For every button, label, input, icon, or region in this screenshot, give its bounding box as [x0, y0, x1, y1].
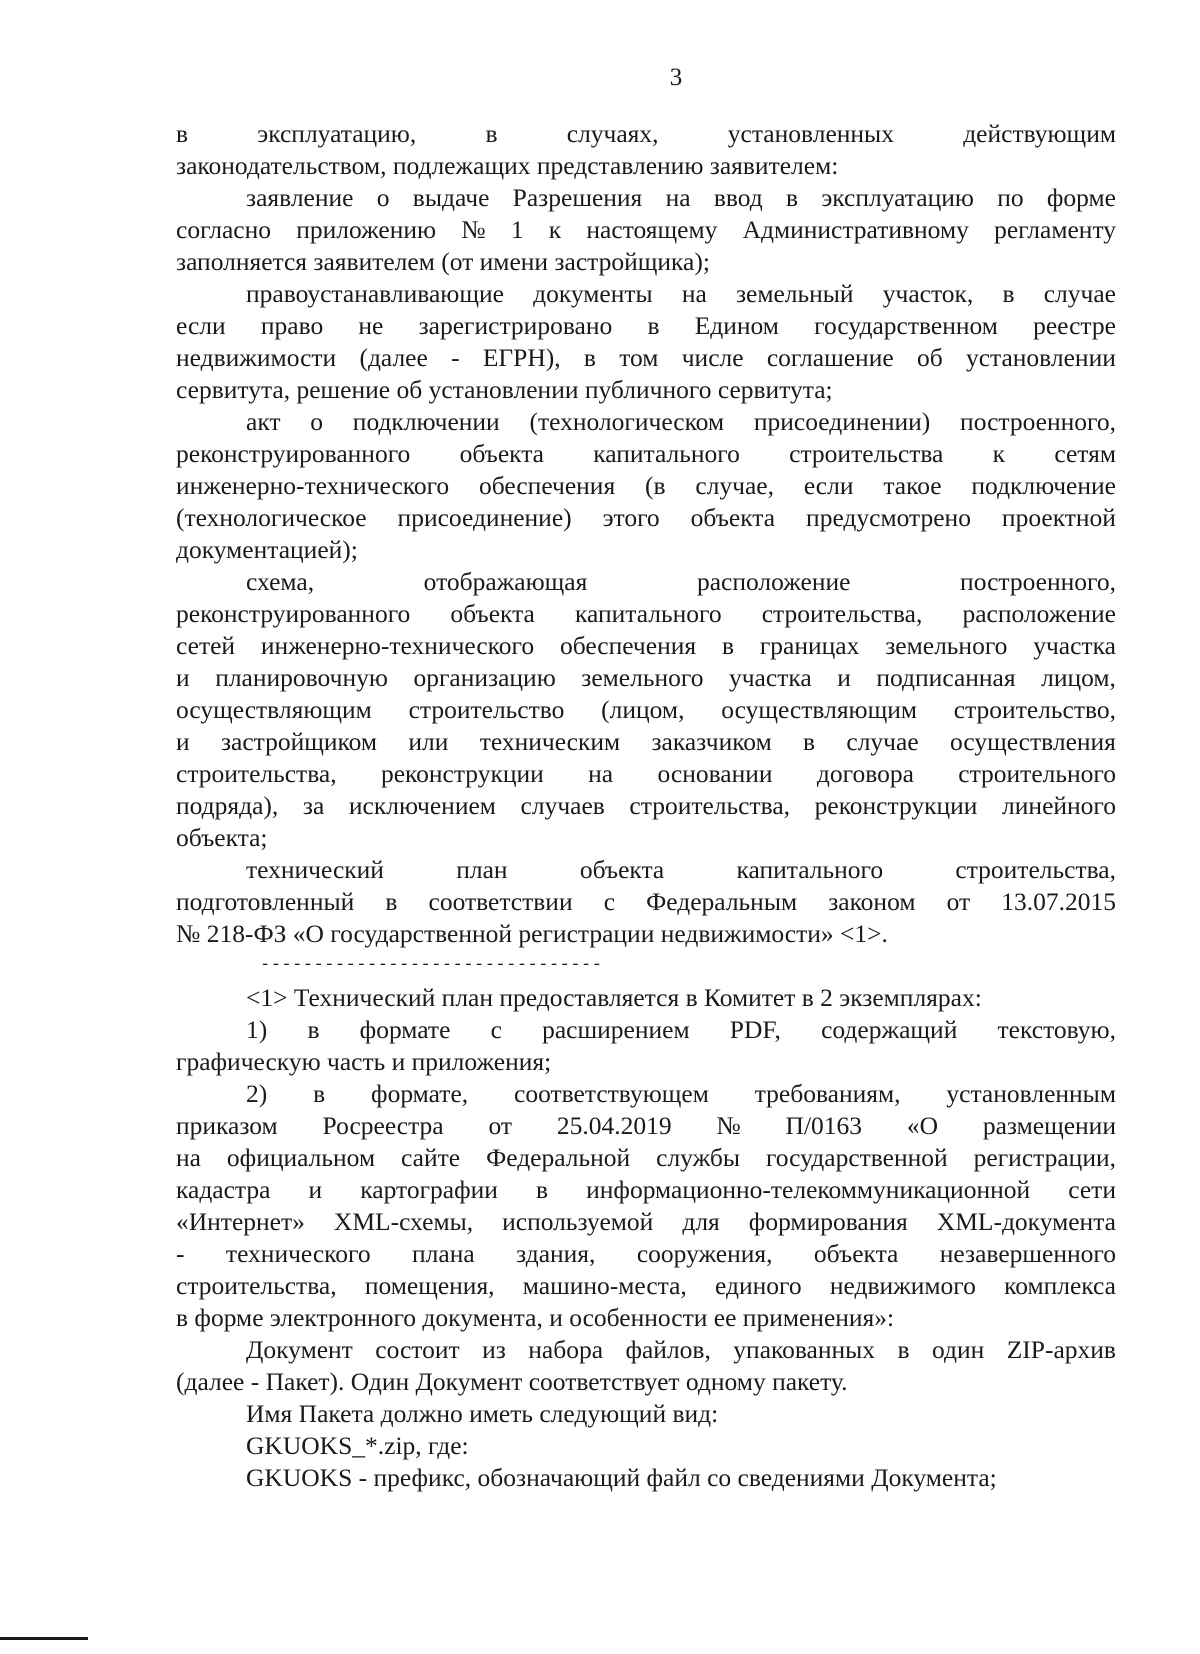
word: 13.07.2015 [1001, 887, 1116, 916]
word: формате [359, 1015, 451, 1044]
word: один [931, 1335, 985, 1364]
word: в [485, 119, 498, 148]
word: застройщиком [220, 727, 378, 756]
word: используемой [502, 1207, 654, 1236]
text-line [176, 790, 1116, 822]
word: проектной [1001, 503, 1116, 532]
word: с [490, 1015, 502, 1044]
word: комплекса [1004, 1271, 1116, 1300]
word: и [176, 727, 190, 756]
word: эксплуатацию, [257, 119, 417, 148]
word: отображающая [423, 567, 588, 596]
word: строительство, [953, 695, 1116, 724]
word: форме [1046, 183, 1116, 212]
word: в [1002, 279, 1015, 308]
word: подряда), [176, 791, 279, 820]
word: Едином [694, 311, 779, 340]
text-line [176, 1110, 1116, 1142]
word: капитального [736, 855, 884, 884]
word: линейного [1002, 791, 1116, 820]
word: планировочную [215, 663, 388, 692]
word: 1 [510, 215, 524, 244]
word: здания, [516, 1239, 596, 1268]
text-line: Имя Пакета должно иметь следующий вид: [246, 1399, 719, 1428]
word: участок, [882, 279, 974, 308]
word: расширением [542, 1015, 690, 1044]
word: на [176, 1143, 201, 1172]
text-line [176, 118, 1116, 150]
word: сайте [401, 1143, 461, 1172]
text-line [176, 1014, 1116, 1046]
word: капитального [593, 439, 740, 468]
word: технического [225, 1239, 371, 1268]
word: формате, [371, 1079, 469, 1108]
word: основании [657, 759, 773, 788]
word: установленных [727, 119, 894, 148]
word: недвижимого [829, 1271, 976, 1300]
word: ввод [713, 183, 763, 212]
word: в [313, 1079, 326, 1108]
word: план [456, 855, 508, 884]
word: текстовую, [997, 1015, 1116, 1044]
text-line [176, 438, 1116, 470]
word: подготовленный [176, 887, 355, 916]
word: объекта [450, 599, 535, 628]
word: № [716, 1111, 741, 1140]
word: не [358, 311, 384, 340]
word: и [837, 663, 851, 692]
word: формирования [748, 1207, 908, 1236]
word: действующим [963, 119, 1116, 148]
word: о [310, 407, 324, 436]
word: обеспечения [479, 471, 616, 500]
word: правоустанавливающие [246, 279, 504, 308]
word: о [376, 183, 390, 212]
word: выдаче [412, 183, 490, 212]
text-line [176, 1078, 1116, 1110]
word: техническим [479, 727, 621, 756]
word: схема, [246, 567, 315, 596]
word: реестре [1033, 311, 1116, 340]
word: подписанная [876, 663, 1016, 692]
word: или [408, 727, 449, 756]
word: - [176, 1239, 185, 1268]
word: инженерно-технического [260, 631, 535, 660]
text-line [176, 886, 1116, 918]
text-line [176, 598, 1116, 630]
word: машино-места, [522, 1271, 687, 1300]
word: на [665, 183, 691, 212]
text-line [176, 662, 1116, 694]
text-line [176, 214, 1116, 246]
word: и [308, 1175, 323, 1204]
text-line [176, 694, 1116, 726]
word: (лицом, [601, 695, 685, 724]
word: плана [412, 1239, 475, 1268]
word: лицом, [1041, 663, 1116, 692]
word: реконструированного [176, 599, 411, 628]
word: том [619, 343, 659, 372]
word: настоящему [586, 215, 718, 244]
word: строительства [789, 439, 944, 468]
word: набора [528, 1335, 604, 1364]
word: (в [645, 471, 666, 500]
word: сетям [1054, 439, 1116, 468]
word: соответствии [428, 887, 573, 916]
word: картографии [360, 1175, 498, 1204]
word: помещения, [364, 1271, 495, 1300]
document-body [176, 118, 1116, 1494]
word: в [583, 343, 596, 372]
word: зарегистрировано [418, 311, 613, 340]
word: 25.04.2019 [556, 1111, 672, 1140]
word: № [461, 215, 486, 244]
word: соответствующем [514, 1079, 709, 1108]
word: к [548, 215, 562, 244]
word: реконструкции [814, 791, 978, 820]
word: осуществляющим [721, 695, 918, 724]
footnote-separator: -------------------------------- [260, 956, 603, 975]
word: расположение [696, 567, 851, 596]
word: официальном [226, 1143, 376, 1172]
word: от [488, 1111, 513, 1140]
word: подключении [352, 407, 500, 436]
word: договора [816, 759, 914, 788]
word: осуществляющим [176, 695, 372, 724]
text-line: заполняется заявителем (от имени застройщика); [176, 247, 710, 276]
word: в [786, 183, 799, 212]
word: на [681, 279, 707, 308]
word: сетей [176, 631, 236, 660]
word: в [803, 727, 816, 756]
word: регламенту [994, 215, 1116, 244]
word: заказчиком [651, 727, 772, 756]
word: ЕГРН), [482, 343, 561, 372]
text-line [176, 1334, 1116, 1366]
word: земельный [735, 279, 854, 308]
word: Росреестра [322, 1111, 444, 1140]
text-line: (далее - Пакет). Один Документ соответствует одному пакету. [176, 1367, 848, 1396]
word: этого [602, 503, 660, 532]
word: (технологическом [529, 407, 725, 436]
word: за [302, 791, 325, 820]
word: строительного [958, 759, 1116, 788]
text-line [176, 1270, 1116, 1302]
word: построенного, [960, 407, 1116, 436]
word: согласно [176, 215, 271, 244]
word: документы [533, 279, 653, 308]
word: с [603, 887, 616, 916]
text-line [176, 278, 1116, 310]
word: недвижимости [176, 343, 337, 372]
word: Документ [246, 1335, 353, 1364]
word: содержащий [821, 1015, 958, 1044]
word: в [897, 1335, 910, 1364]
word: числе [681, 343, 744, 372]
word: реконструированного [176, 439, 411, 468]
text-line [176, 630, 1116, 662]
text-line [176, 1174, 1116, 1206]
word: государственной [765, 1143, 948, 1172]
word: кадастра [176, 1175, 271, 1204]
text-line [176, 342, 1116, 374]
word: Административному [742, 215, 969, 244]
word: в [176, 119, 189, 148]
word: если [176, 311, 226, 340]
word: случае [846, 727, 919, 756]
word: и [176, 663, 190, 692]
word: такое [883, 471, 942, 500]
word: инженерно-технического [176, 471, 450, 500]
word: регистрации, [973, 1143, 1116, 1172]
word: сети [1068, 1175, 1116, 1204]
word: из [482, 1335, 506, 1364]
word: строительства, [761, 599, 923, 628]
word: капитального [574, 599, 722, 628]
word: подключение [971, 471, 1116, 500]
word: «О [906, 1111, 939, 1140]
word: П/0163 [785, 1111, 863, 1140]
word: строительства, [629, 791, 791, 820]
word: технический [246, 855, 384, 884]
word: случае [1043, 279, 1116, 308]
word: участка [1033, 631, 1116, 660]
text-line [176, 182, 1116, 214]
word: присоединение) [397, 503, 572, 532]
word: расположение [962, 599, 1116, 628]
text-line [176, 406, 1116, 438]
text-line [176, 502, 1116, 534]
word: об [916, 343, 943, 372]
word: в [307, 1015, 320, 1044]
word: в [721, 631, 734, 660]
text-line: объекта; [176, 823, 268, 852]
word: объекта [690, 503, 776, 532]
word: в [647, 311, 660, 340]
word: строительства, [176, 1271, 337, 1300]
word: информационно-телекоммуникационной [586, 1175, 1031, 1204]
word: обеспечения [559, 631, 697, 660]
word: законом [828, 887, 916, 916]
word: PDF, [729, 1015, 781, 1044]
word: объекта [579, 855, 665, 884]
word: строительства, [176, 759, 337, 788]
word: требованиям, [754, 1079, 901, 1108]
word: в [385, 887, 398, 916]
text-line: GKUOKS_*.zip, где: [246, 1431, 469, 1460]
word: единого [715, 1271, 802, 1300]
word: в [536, 1175, 549, 1204]
word: по [997, 183, 1024, 212]
word: акт [246, 407, 281, 436]
scan-edge-mark [0, 1637, 88, 1640]
text-line [176, 1206, 1116, 1238]
word: исключением [348, 791, 496, 820]
text-line [176, 470, 1116, 502]
word: если [803, 471, 854, 500]
text-line: законодательством, подлежащих представлению заявителем: [176, 151, 839, 180]
word: приказом [176, 1111, 278, 1140]
word: (далее [359, 343, 428, 372]
text-line [176, 758, 1116, 790]
word: упакованных [733, 1335, 876, 1364]
word: Разрешения [512, 183, 643, 212]
word: соглашение [766, 343, 894, 372]
word: земельного [581, 663, 704, 692]
word: ZIP-архив [1006, 1335, 1116, 1364]
word: случае, [695, 471, 775, 500]
word: эксплуатацию [821, 183, 974, 212]
word: границах [759, 631, 860, 660]
text-line: в форме электронного документа, и особенности ее применения»: [176, 1303, 895, 1332]
word: службы [656, 1143, 740, 1172]
word: сооружения, [636, 1239, 773, 1268]
text-line: документацией); [176, 535, 358, 564]
word: к [992, 439, 1006, 468]
word: осуществления [949, 727, 1116, 756]
word: 1) [246, 1015, 268, 1044]
text-line [176, 1142, 1116, 1174]
word: построенного, [960, 567, 1116, 596]
word: незавершенного [939, 1239, 1116, 1268]
word: случаев [520, 791, 605, 820]
text-line [176, 310, 1116, 342]
word: XML-схемы, [333, 1207, 474, 1236]
text-line: GKUOKS - префикс, обозначающий файл со сведениями Документа; [246, 1463, 997, 1492]
footnote-line: <1> Технический план предоставляется в Комитет в 2 экземплярах: [246, 983, 982, 1012]
word: присоединении) [753, 407, 931, 436]
word: - [451, 343, 460, 372]
word: размещении [982, 1111, 1116, 1140]
word: строительство [408, 695, 565, 724]
page-number: 3 [669, 64, 683, 91]
word: Федеральной [486, 1143, 631, 1172]
word: строительства, [955, 855, 1116, 884]
word: 2) [246, 1079, 268, 1108]
word: организацию [413, 663, 556, 692]
word: от [946, 887, 971, 916]
word: (технологическое [176, 503, 367, 532]
text-line [176, 854, 1116, 886]
word: для [682, 1207, 720, 1236]
word: участка [728, 663, 812, 692]
word: установлении [965, 343, 1116, 372]
word: файлов, [625, 1335, 711, 1364]
text-line: графическую часть и приложения; [176, 1047, 552, 1076]
text-line: сервитута, решение об установлении публичного сервитута; [176, 375, 833, 404]
word: установленным [946, 1079, 1116, 1108]
text-line [176, 566, 1116, 598]
word: заявление [246, 183, 354, 212]
word: состоит [375, 1335, 460, 1364]
word: земельного [885, 631, 1008, 660]
text-line [176, 726, 1116, 758]
word: государственном [814, 311, 998, 340]
word: XML-документа [936, 1207, 1116, 1236]
word: приложению [296, 215, 437, 244]
word: на [588, 759, 614, 788]
word: Федеральным [646, 887, 798, 916]
word: предусмотрено [806, 503, 971, 532]
word: объекта [459, 439, 544, 468]
text-line [176, 1238, 1116, 1270]
word: «Интернет» [176, 1207, 305, 1236]
word: право [260, 311, 324, 340]
word: реконструкции [380, 759, 544, 788]
word: объекта [813, 1239, 899, 1268]
text-line: № 218-ФЗ «О государственной регистрации недвижимости» <1>. [176, 919, 888, 948]
word: случаях, [566, 119, 659, 148]
